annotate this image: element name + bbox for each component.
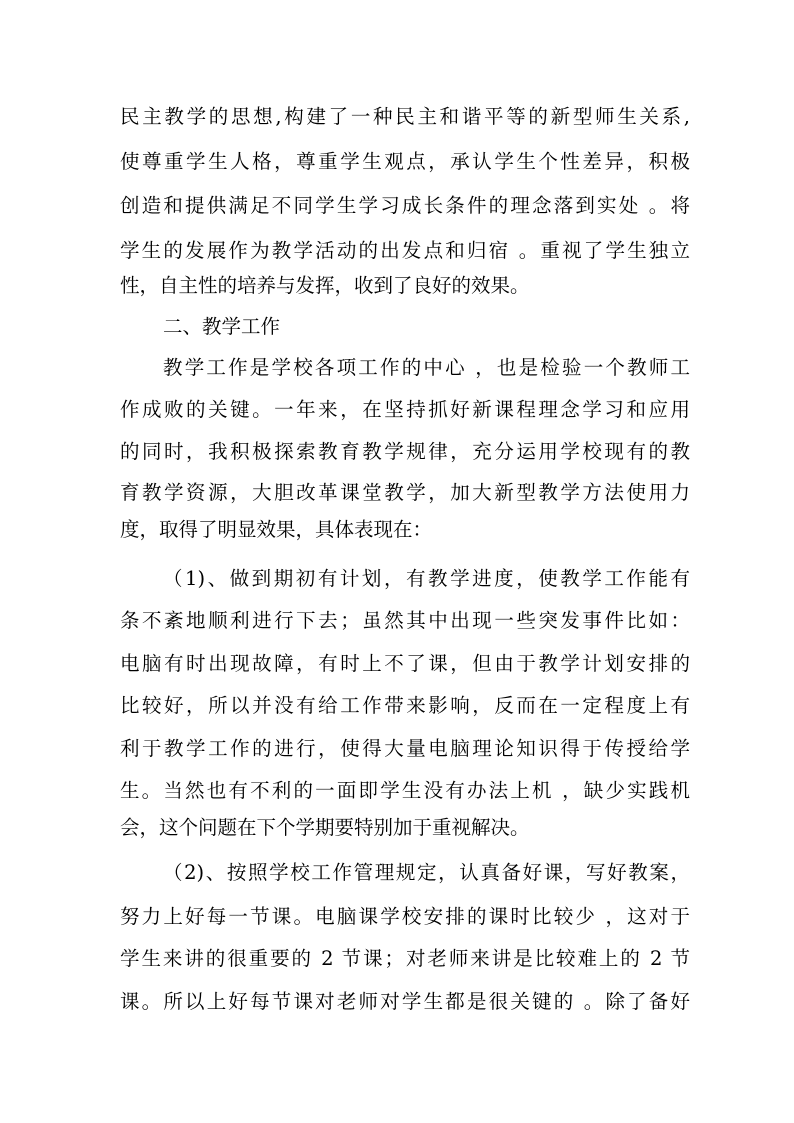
paragraph-2-line-2: 作成败的关键。一年来，在坚持抓好新课程理念学习和应用 (120, 398, 690, 421)
paragraph-4-line-4: 课。所以上好每节课对老师对学生都是很关键的 。除了备好 (120, 990, 690, 1013)
paragraph-4-line-2: 努力上好每一节课。电脑课学校安排的课时比较少 ，这对于 (120, 905, 690, 928)
paragraph-1-line-1: 民主教学的思想,构建了一种民主和谐平等的新型师生关系, (120, 105, 690, 128)
paragraph-2-line-5: 度，取得了明显效果，具体表现在： (120, 518, 433, 541)
paragraph-2-line-3: 的同时，我积极探索教育教学规律，充分运用学校现有的教 (120, 440, 690, 463)
paragraph-3-line-6: 生。当然也有不利的一面即学生没有办法上机 ，缺少实践机 (120, 779, 690, 802)
paragraph-3-line-7: 会，这个问题在下个学期要特别加于重视解决。 (120, 816, 530, 839)
paragraph-3-line-5: 利于教学工作的进行，使得大量电脑理论知识得于传授给学 (120, 737, 690, 760)
paragraph-3-line-3: 电脑有时出现故障，有时上不了课，但由于教学计划安排的 (120, 652, 690, 675)
paragraph-3-line-2: 条不紊地顺利进行下去；虽然其中出现一些突发事件比如： (120, 609, 690, 632)
paragraph-1-line-5: 性，自主性的培养与发挥，收到了良好的效果。 (120, 274, 530, 297)
paragraph-3-line-1: （1)、做到期初有计划，有教学进度，使教学工作能有 (163, 567, 690, 590)
paragraph-3-line-4: 比较好，所以并没有给工作带来影响，反而在一定程度上有 (120, 694, 690, 717)
paragraph-1-line-3: 创造和提供满足不同学生学习成长条件的理念落到实处 。将 (120, 194, 690, 217)
section-heading: 二、教学工作 (163, 315, 281, 338)
paragraph-1-line-4: 学生的发展作为教学活动的出发点和归宿 。重视了学生独立 (120, 239, 690, 262)
paragraph-2-line-4: 育教学资源，大胆改革课堂教学，加大新型教学方法使用力 (120, 481, 690, 504)
paragraph-2-line-1: 教学工作是学校各项工作的中心 ，也是检验一个教师工 (163, 356, 690, 379)
paragraph-4-line-3: 学生来讲的很重要的 2 节课；对老师来讲是比较难上的 2 节 (120, 947, 690, 970)
paragraph-4-line-1: （2)、按照学校工作管理规定，认真备好课，写好教案， (163, 861, 690, 884)
paragraph-1-line-2: 使尊重学生人格，尊重学生观点，承认学生个性差异，积极 (120, 150, 690, 173)
